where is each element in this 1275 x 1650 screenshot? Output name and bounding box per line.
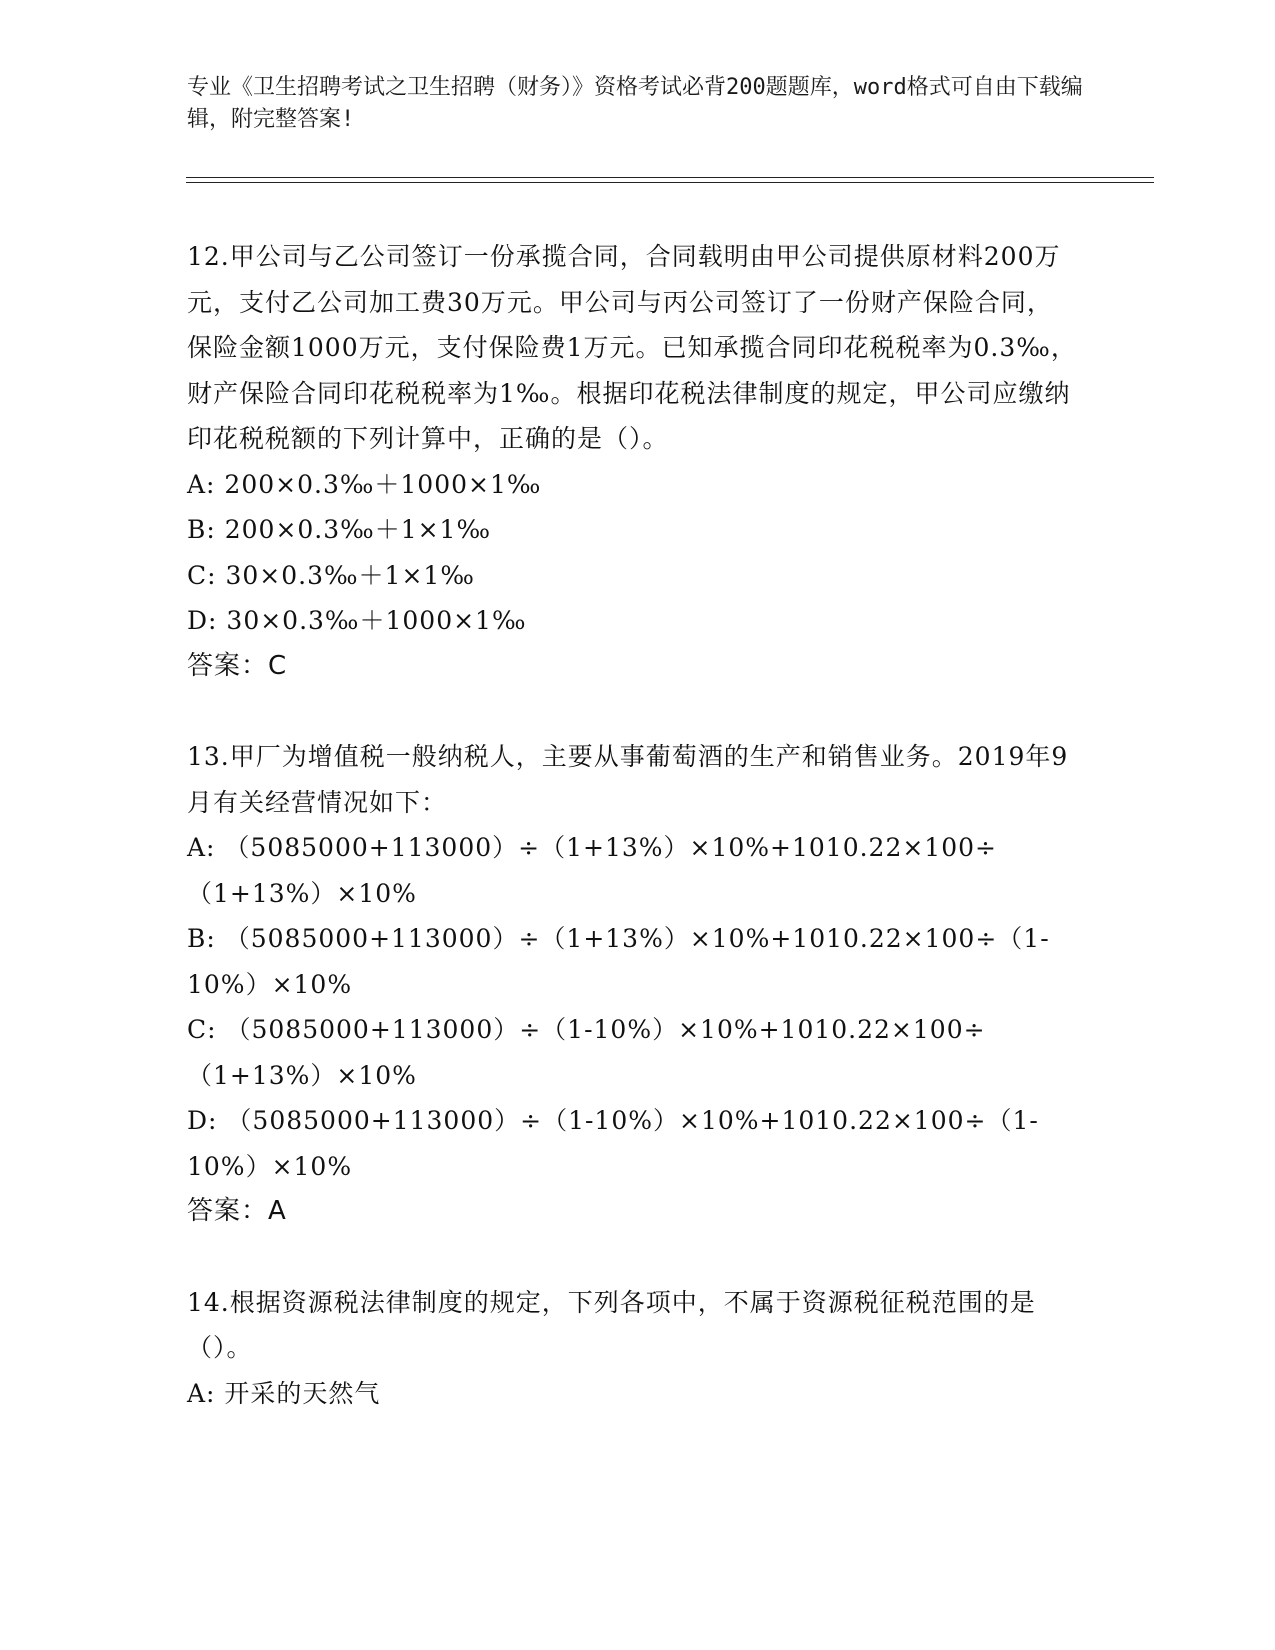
option-d: D: （5085000+113000）÷（1-10%）×10%+1010.22×100÷（1-10%）×10% (187, 1106, 1039, 1181)
option-a: A: 200×0.3‰＋1000×1‰ (187, 469, 542, 499)
header-divider (186, 177, 1154, 183)
question-14 (187, 1280, 1077, 1417)
document-header (187, 72, 1087, 136)
option-c: C: （5085000+113000）÷（1-10%）×10%+1010.22×100÷（1+13%）×10% (187, 1015, 986, 1090)
question-list (187, 234, 1077, 1416)
option-d: D: 30×0.3‰＋1000×1‰ (187, 606, 527, 635)
question-stem: 14.根据资源税法律制度的规定，下列各项中，不属于资源税征税范围的是（）。 (187, 1287, 1036, 1362)
option-c: C: 30×0.3‰＋1×1‰ (187, 560, 475, 590)
answer-label: 答案：C (187, 650, 288, 681)
question-spacer (187, 689, 1077, 734)
question-13 (187, 734, 1077, 1235)
option-a: A: （5085000+113000）÷（1+13%）×10%+1010.22×100÷（1+13%）×10% (187, 833, 997, 908)
option-a: A: 开采的天然气 (187, 1378, 381, 1408)
option-b: B: （5085000+113000）÷（1+13%）×10%+1010.22×100÷（1-10%）×10% (187, 924, 1050, 999)
question-12 (187, 234, 1077, 689)
question-spacer (187, 1235, 1077, 1280)
question-stem: 12.甲公司与乙公司签订一份承揽合同，合同载明由甲公司提供原材料200万元，支付乙公司加工费30万元。甲公司与丙公司签订了一份财产保险合同，保险金额1000万元，支付保险费1万元。已知承揽合同印花税税率为0.3‰，财产保险合同印花税税率为1‰。根据印花税法律制度的规定，甲公司应缴纳印花税税额的下列计算中，正确的是（）。 (187, 242, 1077, 453)
answer-label: 答案：A (187, 1196, 287, 1226)
option-b: B: 200×0.3‰＋1×1‰ (187, 515, 492, 544)
header-title: 专业《卫生招聘考试之卫生招聘（财务）》资格考试必背200题题库，word格式可自由下载编辑，附完整答案! (187, 75, 1083, 132)
question-stem: 13.甲厂为增值税一般纳税人，主要从事葡萄酒的生产和销售业务。2019年9月有关经营情况如下： (187, 742, 1069, 817)
